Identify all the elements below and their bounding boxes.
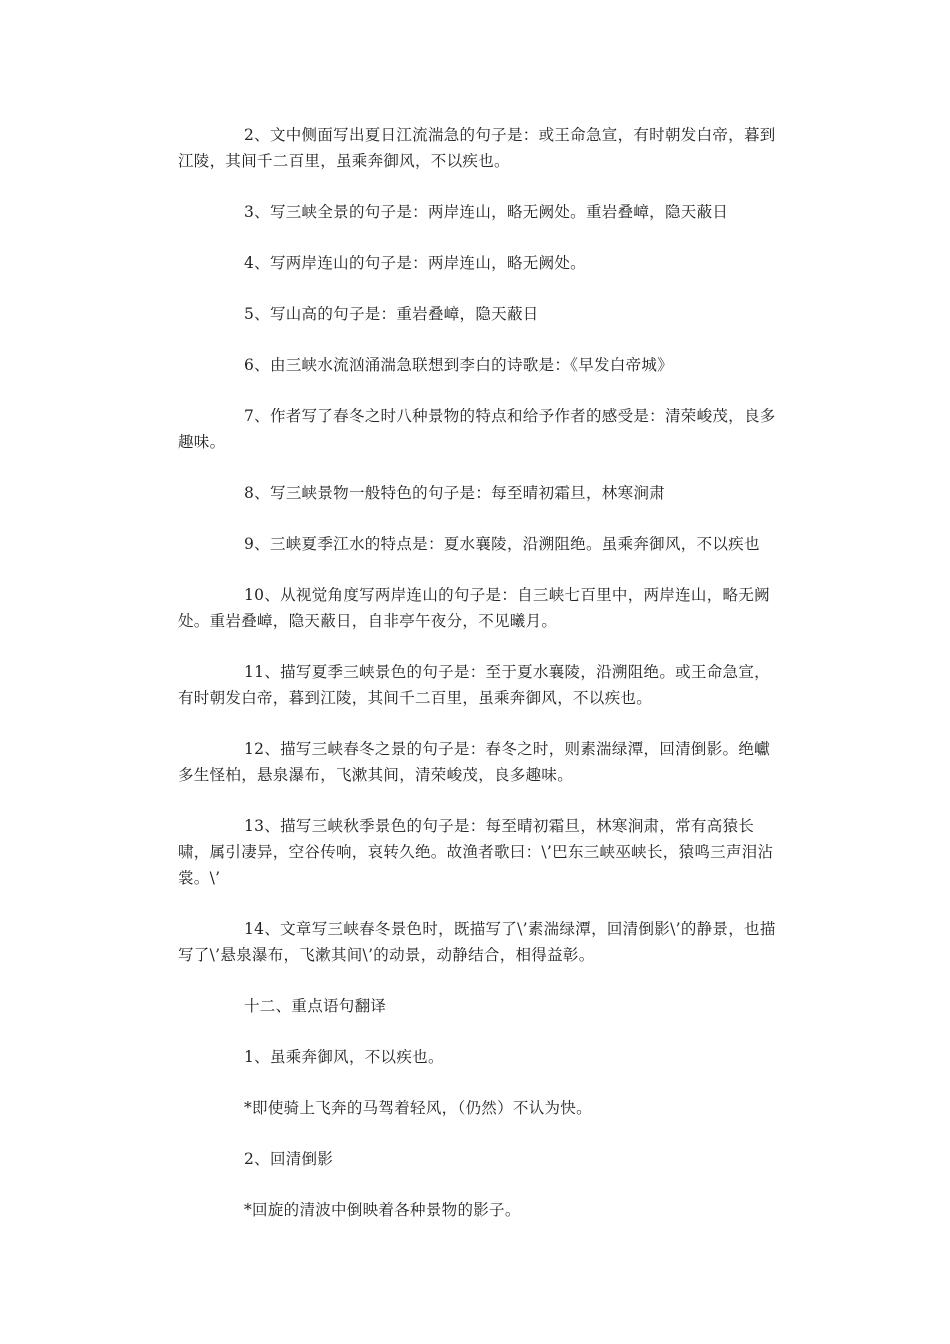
paragraph-8: 8、写三峡景物一般特色的句子是：每至晴初霜旦，林寒涧肃 bbox=[244, 484, 665, 502]
paragraph-11: 11、描写夏季三峡景色的句子是：至于夏水襄陵，沿溯阻绝。或王命急宣，有时朝发白帝，暮到江陵，其间千二百里，虽乘奔御风，不以疾也。 bbox=[178, 663, 770, 707]
paragraph-4: 4、写两岸连山的句子是：两岸连山，略无阙处。 bbox=[244, 254, 586, 272]
paragraph-14: 14、文章写三峡春冬景色时，既描写了\’素湍绿潭，回清倒影\’的静景，也描写了\’悬泉瀑布，飞漱其间\’的动景，动静结合，相得益彰。 bbox=[178, 920, 776, 964]
paragraph-2: 2、文中侧面写出夏日江流湍急的句子是：或王命急宣，有时朝发白帝，暮到江陵，其间千二百里，虽乘奔御风，不以疾也。 bbox=[178, 126, 776, 170]
paragraph-10: 10、从视觉角度写两岸连山的句子是：自三峡七百里中，两岸连山，略无阙处。重岩叠嶂，隐天蔽日，自非亭午夜分，不见曦月。 bbox=[178, 586, 770, 630]
paragraph-9: 9、三峡夏季江水的特点是：夏水襄陵，沿溯阻绝。虽乘奔御风，不以疾也 bbox=[244, 535, 760, 553]
paragraph-5: 5、写山高的句子是：重岩叠嶂，隐天蔽日 bbox=[244, 305, 539, 323]
paragraph-3: 3、写三峡全景的句子是：两岸连山，略无阙处。重岩叠嶂，隐天蔽日 bbox=[244, 203, 729, 221]
section-heading-translation: 十二、重点语句翻译 bbox=[244, 997, 387, 1015]
translation-source-2: 2、回清倒影 bbox=[244, 1150, 334, 1168]
paragraph-6: 6、由三峡水流汹涌湍急联想到李白的诗歌是：《早发白帝城》 bbox=[244, 356, 674, 374]
document-body bbox=[178, 122, 778, 1248]
translation-answer-1: *即使骑上飞奔的马驾着轻风，（仍然）不认为快。 bbox=[244, 1099, 592, 1117]
paragraph-13: 13、描写三峡秋季景色的句子是：每至晴初霜旦，林寒涧肃，常有高猿长啸，属引凄异，空谷传响，哀转久绝。故渔者歌曰：\’巴东三峡巫峡长，猿鸣三声泪沾裳。\’ bbox=[178, 817, 774, 887]
paragraph-12: 12、描写三峡春冬之景的句子是：春冬之时，则素湍绿潭，回清倒影。绝巘多生怪柏，悬泉瀑布，飞漱其间，清荣峻茂，良多趣味。 bbox=[178, 740, 770, 784]
translation-source-1: 1、虽乘奔御风，不以疾也。 bbox=[244, 1048, 444, 1066]
translation-answer-2: *回旋的清波中倒映着各种景物的影子。 bbox=[244, 1201, 521, 1219]
paragraph-7: 7、作者写了春冬之时八种景物的特点和给予作者的感受是：清荣峻茂，良多趣味。 bbox=[178, 407, 776, 451]
